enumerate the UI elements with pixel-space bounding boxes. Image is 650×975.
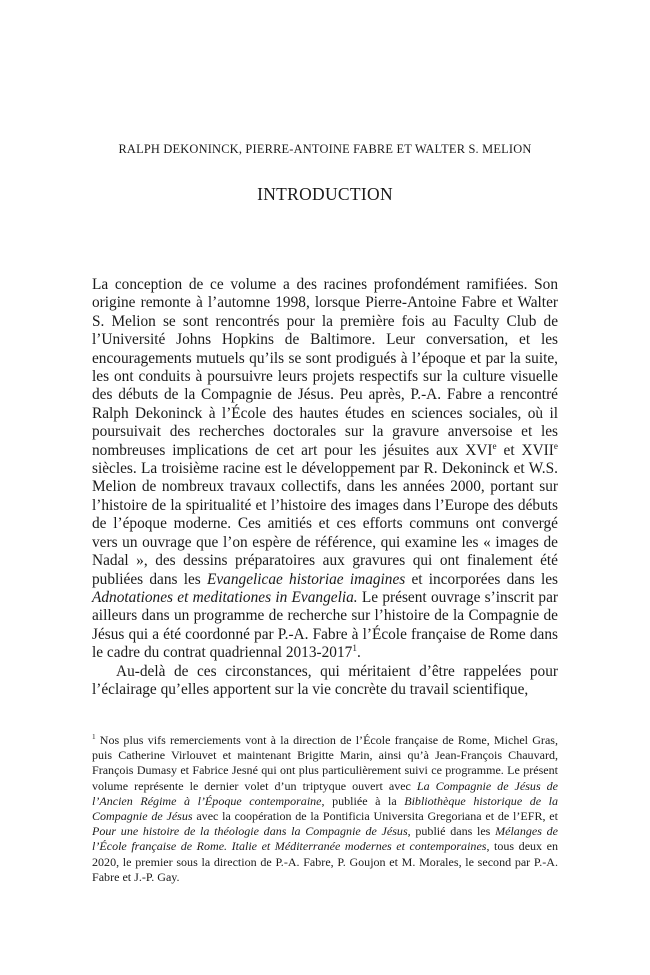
body-text xyxy=(92,276,558,699)
paragraph-1-text-d: et incorporées dans les xyxy=(405,570,558,588)
footnote xyxy=(92,733,558,885)
footnote-italic-title: Pour une histoire de la théologie dans la Compagnie de Jésus xyxy=(92,824,408,839)
paragraph-1-text-c: siècles. La troisième racine est le développement par R. Dekoninck et W.S. Melion de nombreux travaux collectifs, dans les années 2000, portant sur l’histoire de la spiritualité et l’histoire des images dans l’Europe des débuts de l’époque moderne. Ces amitiés et ces efforts communs ont convergé vers un ouvrage que l’on espère de référence, qui examine les « images de Nadal », des dessins préparatoires aux gravures qui ont finalement été publiées dans les xyxy=(92,460,558,588)
century-superscript: e xyxy=(492,440,497,451)
paragraph-1 xyxy=(92,276,558,663)
book-title-italic: Adnotationes et meditationes in Evangelia. xyxy=(92,588,358,606)
chapter-title: INTRODUCTION xyxy=(257,184,393,204)
paragraph-1-end: . xyxy=(356,644,361,662)
chapter-authors: RALPH DEKONINCK, PIERRE-ANTOINE FABRE ET WALTER S. MELION xyxy=(118,142,532,156)
paragraph-1-text-b: et XVII xyxy=(496,441,554,459)
footnote-italic-title: Bibliothèque historique de la Compagnie de Jésus xyxy=(92,793,558,824)
book-title-italic: Evangelicae historiae imagines xyxy=(207,570,406,588)
paragraph-1-text-a: La conception de ce volume a des racines profondément ramifiées. Son origine remonte à l’automne 1998, lorsque Pierre-Antoine Fabre et Walter S. Melion se sont rencontrés pour la première fois au Faculty Club de l’Université Johns Hopkins de Baltimore. Leur conversation, et les encouragements mutuels qu’ils se sont prodigués à l’époque et par la suite, les ont conduits à poursuivre leurs projets respectifs sur la culture visuelle des débuts de la Compagnie de Jésus. Peu après, P.-A. Fabre a rencontré Ralph Dekoninck à l’École des hautes études en sciences sociales, où il poursuivait des recherches doctorales sur la gravure anversoise et les nombreuses implications de cet art pour les jésuites aux XVI xyxy=(92,276,558,459)
century-superscript: e xyxy=(553,440,558,451)
footnote-text-b: , publiée à la xyxy=(321,793,405,808)
footnote-1 xyxy=(92,733,558,885)
footnote-text-e: , tous deux en 2020, le premier sous la direction de P.-A. Fabre, P. Goujon et M. Morales, le second par P.-A. Fabre et J.-P. Gay. xyxy=(92,839,558,884)
footnote-italic-title: La Compagnie de Jésus de l’Ancien Régime à l’Époque contemporaine xyxy=(92,778,558,808)
footnote-reference[interactable]: 1 xyxy=(352,643,357,654)
footnote-text-d: , publié dans les xyxy=(407,824,496,839)
footnote-text-c: avec la coopération de la Pontificia Universita Gregoriana et de l’EFR, et xyxy=(192,809,558,824)
footnote-number: 1 xyxy=(92,732,96,741)
footnote-italic-title: Mélanges de l’École française de Rome. Italie et Méditerranée modernes et contemporaines xyxy=(92,824,558,854)
paragraph-1-text-e: Le présent ouvrage s’inscrit par ailleurs dans un programme de recherche sur l’histoire de la Compagnie de Jésus qui a été coordonné par P.-A. Fabre à l’École française de Rome dans le cadre du contrat quadriennal 2013-2017 xyxy=(92,588,558,662)
paragraph-2: Au-delà de ces circonstances, qui méritaient d’être rappelées pour l’éclairage qu’elles apportent sur la vie concrète du travail scientifique, xyxy=(92,662,558,698)
footnote-text-a: Nos plus vifs remerciements vont à la direction de l’École française de Rome, Michel Gras, puis Catherine Virlouvet et maintenant Brigitte Marin, ainsi qu’à Jean-François Chauvard, François Dumasy et Fabrice Jesné qui ont plus particulièrement suivi ce programme. Le présent volume représente le dernier volet d’un triptyque ouvert avec xyxy=(92,733,558,793)
